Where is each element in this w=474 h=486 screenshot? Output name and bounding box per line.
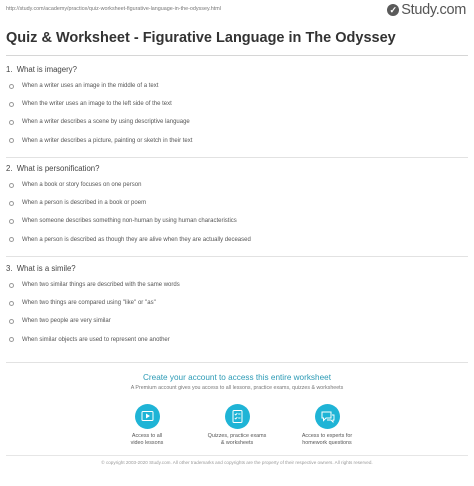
top-bar [0, 0, 474, 20]
quiz-checklist-icon [225, 404, 250, 429]
radio-button[interactable] [9, 120, 14, 125]
study-logo[interactable] [387, 2, 466, 18]
divider [6, 256, 468, 257]
radio-button[interactable] [9, 219, 14, 224]
feature-line: Access to all [131, 433, 163, 439]
option-label: When someone describes something non-human by using human characteristics [22, 218, 237, 225]
question-2 [6, 164, 468, 249]
option-label: When a writer uses an image in the middle of a text [22, 83, 159, 90]
option-label: When the writer uses an image to the left side of the text [22, 101, 172, 108]
question-3 [6, 264, 468, 349]
copyright-footer: © copyright 2003-2020 Study.com. All other trademarks and copyrights are the property of their respective owners. All rights reserved. [101, 460, 373, 465]
question-1 [6, 65, 468, 150]
logo-text: Study.com [401, 2, 466, 18]
video-play-icon [135, 404, 160, 429]
question-text: What is a simile? [16, 264, 76, 273]
expert-help-icon [315, 404, 340, 429]
question-heading [6, 164, 468, 176]
divider [6, 55, 468, 56]
option-label: When a person is described in a book or poem [22, 200, 147, 207]
divider [6, 157, 468, 158]
feature-text [192, 433, 282, 447]
radio-button[interactable] [9, 283, 14, 288]
question-number: 2. [6, 164, 13, 173]
question-number: 1. [6, 65, 13, 74]
answer-option[interactable] [6, 331, 468, 349]
option-label: When similar objects are used to represent one another [22, 336, 170, 343]
radio-button[interactable] [9, 337, 14, 342]
answer-option[interactable] [6, 312, 468, 330]
answer-option[interactable] [6, 95, 468, 113]
question-heading [6, 264, 468, 276]
radio-button[interactable] [9, 84, 14, 89]
feature-video-lessons [102, 404, 192, 447]
answer-option[interactable] [6, 294, 468, 312]
radio-button[interactable] [9, 138, 14, 143]
question-number: 3. [6, 264, 13, 273]
answer-option[interactable] [6, 176, 468, 194]
cta-subtitle: A Premium account gives you access to all lessons, practice exams, quizzes & worksheets [130, 385, 344, 391]
page-url: http://study.com/academy/practice/quiz-worksheet-figurative-language-in-the-odyssey.html [6, 6, 221, 12]
option-label: When two similar things are described with the same words [22, 282, 180, 289]
option-label: When two things are compared using ''like'' or ''as'' [22, 300, 156, 307]
feature-text [282, 433, 372, 447]
feature-line: Quizzes, practice exams [207, 433, 267, 439]
answer-option[interactable] [6, 113, 468, 131]
page-title: Quiz & Worksheet - Figurative Language in The Odyssey [6, 30, 396, 46]
radio-button[interactable] [9, 183, 14, 188]
answer-option[interactable] [6, 212, 468, 230]
answer-option[interactable] [6, 276, 468, 294]
feature-line: Access to experts for [301, 433, 353, 439]
feature-expert-help [282, 404, 372, 447]
radio-button[interactable] [9, 319, 14, 324]
radio-button[interactable] [9, 301, 14, 306]
option-label: When a writer describes a picture, painting or sketch in their text [22, 137, 193, 144]
radio-button[interactable] [9, 201, 14, 206]
radio-button[interactable] [9, 102, 14, 107]
divider [6, 362, 468, 363]
answer-option[interactable] [6, 77, 468, 95]
question-text: What is personification? [16, 164, 100, 173]
option-label: When two people are very similar [22, 318, 111, 325]
study-logo-icon: ✓ [387, 4, 399, 16]
feature-line: homework questions [302, 440, 352, 446]
feature-quizzes [192, 404, 282, 447]
option-label: When a writer describes a scene by using descriptive language [22, 119, 190, 126]
cta-title[interactable]: Create your account to access this entire worksheet [143, 373, 331, 382]
answer-option[interactable] [6, 132, 468, 150]
option-label: When a book or story focuses on one person [22, 182, 142, 189]
option-label: When a person is described as though they are alive when they are actually deceased [22, 236, 251, 243]
question-text: What is imagery? [16, 65, 77, 74]
answer-option[interactable] [6, 194, 468, 212]
answer-option[interactable] [6, 231, 468, 249]
divider [6, 455, 468, 456]
radio-button[interactable] [9, 237, 14, 242]
feature-line: & worksheets [220, 440, 254, 446]
feature-line: video lessons [130, 440, 164, 446]
question-heading [6, 65, 468, 77]
feature-text [102, 433, 192, 447]
